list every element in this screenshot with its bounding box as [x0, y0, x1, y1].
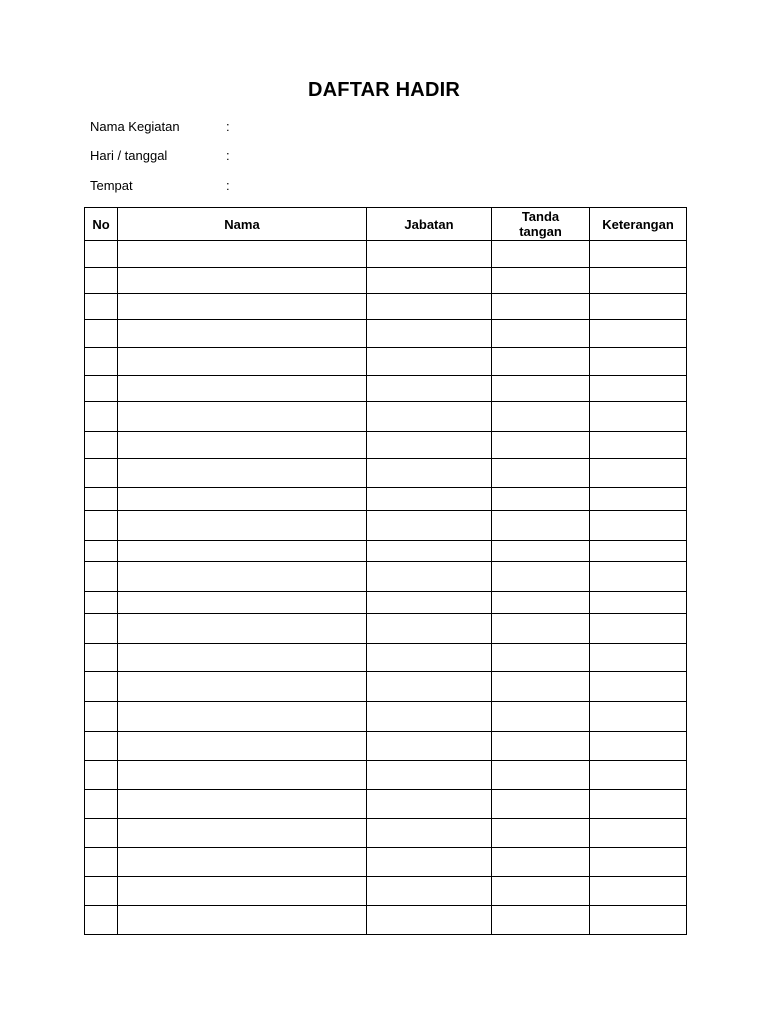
cell-jabatan — [367, 376, 492, 402]
cell-tanda-tangan — [492, 848, 590, 877]
cell-keterangan — [590, 672, 687, 702]
cell-nama — [118, 644, 367, 672]
cell-keterangan — [590, 241, 687, 268]
cell-no — [85, 877, 118, 906]
info-row-nama-kegiatan — [90, 119, 230, 134]
cell-tanda-tangan — [492, 761, 590, 790]
cell-nama — [118, 241, 367, 268]
cell-no — [85, 541, 118, 562]
cell-keterangan — [590, 877, 687, 906]
cell-jabatan — [367, 848, 492, 877]
cell-nama — [118, 376, 367, 402]
cell-nama — [118, 592, 367, 614]
cell-nama — [118, 488, 367, 511]
cell-keterangan — [590, 541, 687, 562]
cell-jabatan — [367, 592, 492, 614]
attendance-table — [84, 207, 687, 935]
table-row — [85, 819, 687, 848]
table-row — [85, 459, 687, 488]
nama-kegiatan-colon: : — [226, 119, 230, 134]
table-row — [85, 702, 687, 732]
cell-nama — [118, 459, 367, 488]
cell-tanda-tangan — [492, 592, 590, 614]
table-row — [85, 848, 687, 877]
cell-nama — [118, 614, 367, 644]
cell-nama — [118, 562, 367, 592]
cell-nama — [118, 511, 367, 541]
cell-nama — [118, 819, 367, 848]
cell-no — [85, 459, 118, 488]
cell-tanda-tangan — [492, 541, 590, 562]
table-row — [85, 488, 687, 511]
table-row — [85, 614, 687, 644]
table-row — [85, 562, 687, 592]
table-row — [85, 906, 687, 935]
cell-no — [85, 848, 118, 877]
cell-no — [85, 402, 118, 432]
cell-tanda-tangan — [492, 732, 590, 761]
cell-no — [85, 614, 118, 644]
header-tanda-line2: tangan — [519, 224, 562, 239]
cell-tanda-tangan — [492, 488, 590, 511]
cell-jabatan — [367, 268, 492, 294]
table-row — [85, 672, 687, 702]
header-no: No — [85, 208, 118, 241]
cell-tanda-tangan — [492, 348, 590, 376]
cell-keterangan — [590, 402, 687, 432]
cell-jabatan — [367, 672, 492, 702]
cell-nama — [118, 877, 367, 906]
cell-tanda-tangan — [492, 819, 590, 848]
cell-jabatan — [367, 241, 492, 268]
cell-tanda-tangan — [492, 511, 590, 541]
cell-keterangan — [590, 790, 687, 819]
header-keterangan: Keterangan — [590, 208, 687, 241]
cell-jabatan — [367, 511, 492, 541]
cell-tanda-tangan — [492, 241, 590, 268]
cell-tanda-tangan — [492, 644, 590, 672]
cell-keterangan — [590, 614, 687, 644]
cell-tanda-tangan — [492, 702, 590, 732]
cell-jabatan — [367, 488, 492, 511]
table-row — [85, 402, 687, 432]
nama-kegiatan-label: Nama Kegiatan — [90, 119, 180, 134]
cell-no — [85, 488, 118, 511]
cell-jabatan — [367, 877, 492, 906]
cell-tanda-tangan — [492, 294, 590, 320]
cell-nama — [118, 672, 367, 702]
table-row — [85, 541, 687, 562]
cell-no — [85, 511, 118, 541]
cell-jabatan — [367, 761, 492, 790]
table-header-row — [85, 208, 687, 241]
cell-keterangan — [590, 488, 687, 511]
cell-nama — [118, 294, 367, 320]
page-title: DAFTAR HADIR — [307, 79, 460, 101]
cell-no — [85, 732, 118, 761]
cell-keterangan — [590, 644, 687, 672]
table-row — [85, 511, 687, 541]
table-row — [85, 348, 687, 376]
table-row — [85, 320, 687, 348]
cell-keterangan — [590, 592, 687, 614]
cell-nama — [118, 790, 367, 819]
cell-keterangan — [590, 848, 687, 877]
cell-jabatan — [367, 906, 492, 935]
cell-keterangan — [590, 459, 687, 488]
cell-keterangan — [590, 348, 687, 376]
cell-tanda-tangan — [492, 459, 590, 488]
cell-jabatan — [367, 294, 492, 320]
cell-nama — [118, 348, 367, 376]
cell-nama — [118, 402, 367, 432]
cell-nama — [118, 761, 367, 790]
cell-tanda-tangan — [492, 790, 590, 819]
cell-nama — [118, 320, 367, 348]
cell-no — [85, 672, 118, 702]
cell-no — [85, 348, 118, 376]
table-row — [85, 761, 687, 790]
cell-nama — [118, 541, 367, 562]
table-row — [85, 790, 687, 819]
table-row — [85, 294, 687, 320]
table-row — [85, 241, 687, 268]
cell-tanda-tangan — [492, 562, 590, 592]
cell-tanda-tangan — [492, 877, 590, 906]
table-row — [85, 732, 687, 761]
cell-tanda-tangan — [492, 376, 590, 402]
cell-keterangan — [590, 511, 687, 541]
cell-no — [85, 562, 118, 592]
cell-no — [85, 592, 118, 614]
cell-keterangan — [590, 320, 687, 348]
cell-keterangan — [590, 819, 687, 848]
cell-tanda-tangan — [492, 906, 590, 935]
header-jabatan: Jabatan — [367, 208, 492, 241]
cell-keterangan — [590, 732, 687, 761]
cell-no — [85, 906, 118, 935]
cell-jabatan — [367, 402, 492, 432]
cell-tanda-tangan — [492, 432, 590, 459]
cell-no — [85, 432, 118, 459]
cell-keterangan — [590, 376, 687, 402]
cell-jabatan — [367, 459, 492, 488]
table-row — [85, 644, 687, 672]
cell-nama — [118, 848, 367, 877]
header-tanda-tangan — [492, 208, 590, 241]
cell-nama — [118, 732, 367, 761]
cell-no — [85, 790, 118, 819]
cell-nama — [118, 906, 367, 935]
cell-keterangan — [590, 702, 687, 732]
cell-tanda-tangan — [492, 320, 590, 348]
cell-no — [85, 819, 118, 848]
cell-keterangan — [590, 432, 687, 459]
cell-tanda-tangan — [492, 614, 590, 644]
header-nama: Nama — [118, 208, 367, 241]
cell-jabatan — [367, 732, 492, 761]
table-row — [85, 268, 687, 294]
cell-jabatan — [367, 320, 492, 348]
header-tanda-line1: Tanda — [521, 209, 560, 224]
cell-tanda-tangan — [492, 268, 590, 294]
hari-tanggal-colon: : — [226, 148, 230, 163]
cell-nama — [118, 702, 367, 732]
cell-tanda-tangan — [492, 672, 590, 702]
cell-nama — [118, 268, 367, 294]
tempat-label: Tempat — [90, 178, 133, 193]
info-row-tempat — [90, 178, 230, 193]
cell-jabatan — [367, 790, 492, 819]
cell-jabatan — [367, 702, 492, 732]
cell-no — [85, 294, 118, 320]
cell-no — [85, 644, 118, 672]
cell-no — [85, 376, 118, 402]
cell-keterangan — [590, 268, 687, 294]
table-row — [85, 376, 687, 402]
cell-no — [85, 241, 118, 268]
cell-no — [85, 320, 118, 348]
cell-jabatan — [367, 541, 492, 562]
cell-nama — [118, 432, 367, 459]
tempat-colon: : — [226, 178, 230, 193]
cell-jabatan — [367, 562, 492, 592]
cell-jabatan — [367, 819, 492, 848]
cell-jabatan — [367, 432, 492, 459]
cell-no — [85, 702, 118, 732]
cell-tanda-tangan — [492, 402, 590, 432]
cell-jabatan — [367, 614, 492, 644]
hari-tanggal-label: Hari / tanggal — [90, 148, 168, 163]
cell-jabatan — [367, 644, 492, 672]
table-row — [85, 432, 687, 459]
cell-keterangan — [590, 562, 687, 592]
cell-no — [85, 761, 118, 790]
attendance-table-body — [85, 241, 687, 935]
cell-keterangan — [590, 761, 687, 790]
table-row — [85, 877, 687, 906]
table-row — [85, 592, 687, 614]
cell-jabatan — [367, 348, 492, 376]
info-row-hari-tanggal — [90, 148, 230, 163]
cell-keterangan — [590, 906, 687, 935]
cell-no — [85, 268, 118, 294]
cell-keterangan — [590, 294, 687, 320]
